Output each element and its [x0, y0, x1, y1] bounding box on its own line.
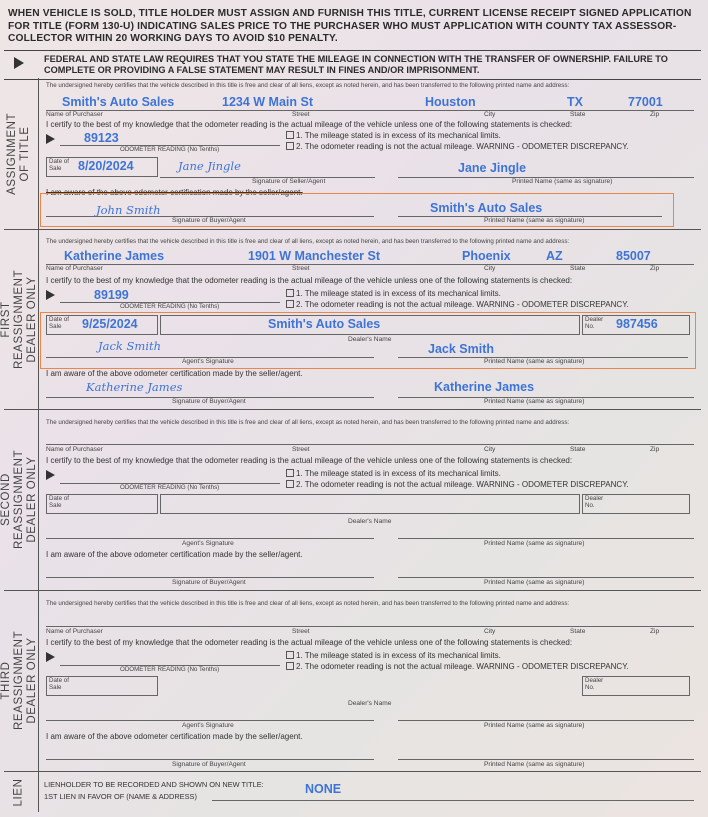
label-street: Street [292, 628, 310, 635]
purchaser-zip: 77001 [628, 95, 663, 109]
statement-1: 1. The mileage stated is in excess of its mechanical limits. [286, 469, 501, 478]
checkbox[interactable] [286, 651, 294, 659]
seller-signature: Jane Jingle [178, 159, 241, 173]
label-signature-buyer: Signature of Buyer/Agent [172, 579, 246, 586]
buyer-signature: John Smith [96, 203, 161, 217]
undersigned-statement: The undersigned hereby certifies that the vehicle described in this title is free and clear of all liens, except as noted herein, and has been transferred to the following printed name and address: [46, 82, 570, 89]
lien-label-first: 1ST LIEN IN FAVOR OF (NAME & ADDRESS) [44, 792, 197, 801]
certify-statement: I certify to the best of my knowledge that the odometer reading is the actual mileage of the vehicle unless one of the following statements is checked: [46, 120, 573, 129]
label-name-of-purchaser: Name of Purchaser [46, 628, 103, 635]
odometer-reading: 89199 [94, 288, 129, 302]
section-label-first: FIRST REASSIGNMENT DEALER ONLY [0, 269, 38, 369]
label-dealers-name: Dealer's Name [348, 700, 392, 707]
label-signature-buyer: Signature of Buyer/Agent [172, 398, 246, 405]
label-name-of-purchaser: Name of Purchaser [46, 446, 103, 453]
label-dealers-name: Dealer's Name [348, 336, 392, 343]
label-state: State [570, 446, 586, 453]
section-divider [4, 771, 701, 772]
label-odometer: ODOMETER READING (No Tenths) [120, 146, 220, 153]
arrow-right-icon [14, 57, 24, 69]
statement-2: 2. The odometer reading is not the actual mileage. WARNING - ODOMETER DISCREPANCY. [286, 142, 629, 151]
date-of-sale: 8/20/2024 [78, 159, 134, 173]
statement-2: 2. The odometer reading is not the actual mileage. WARNING - ODOMETER DISCREPANCY. [286, 300, 629, 309]
aware-statement: I am aware of the above odometer certification made by the seller/agent. [46, 369, 303, 378]
label-signature-buyer: Signature of Buyer/Agent [172, 217, 246, 224]
section-label-third: THIRD REASSIGNMENT DEALER ONLY [0, 630, 38, 730]
certify-statement: I certify to the best of my knowledge that the odometer reading is the actual mileage of the vehicle unless one of the following statements is checked: [46, 456, 573, 465]
buyer-printed-name: Katherine James [434, 380, 535, 394]
label-dealer-no: Dealer No. [585, 677, 604, 691]
date-of-sale: 9/25/2024 [82, 317, 138, 331]
purchaser-state: TX [567, 95, 583, 109]
aware-statement: I am aware of the above odometer certification made by the seller/agent. [46, 188, 303, 197]
label-name-of-purchaser: Name of Purchaser [46, 265, 103, 272]
label-state: State [570, 628, 586, 635]
label-zip: Zip [650, 265, 660, 272]
label-odometer: ODOMETER READING (No Tenths) [120, 303, 220, 310]
label-state: State [570, 265, 586, 272]
label-signature-seller: Signature of Seller/Agent [252, 178, 326, 185]
undersigned-statement: The undersigned hereby certifies that the vehicle described in this title is free and clear of all liens, except as noted herein, and has been transferred to the following printed name and address: [46, 238, 570, 245]
label-dealer-no: Dealer No. [585, 316, 604, 330]
federal-notice: FEDERAL AND STATE LAW REQUIRES THAT YOU STATE THE MILEAGE IN CONNECTION WITH THE TRANSFER OF OWNERSHIP. FAILURE TO COMPLETE OR PROVIDING A FALSE STATEMENT MAY RESULT IN FINES AND/OR IMPRISONMENT. [44, 54, 668, 75]
label-city: City [484, 265, 496, 272]
label-printed-name: Printed Name (same as signature) [484, 217, 585, 224]
arrow-right-icon [46, 652, 55, 662]
undersigned-statement: The undersigned hereby certifies that the vehicle described in this title is free and clear of all liens, except as noted herein, and has been transferred to the following printed name and address: [46, 419, 570, 426]
label-zip: Zip [650, 446, 660, 453]
label-city: City [484, 446, 496, 453]
seller-printed-name: Jane Jingle [458, 161, 527, 175]
agent-printed-name: Jack Smith [428, 342, 495, 356]
checkbox[interactable] [286, 662, 294, 670]
header-warning: WHEN VEHICLE IS SOLD, TITLE HOLDER MUST ASSIGN AND FURNISH THIS TITLE, CURRENT LICENSE RECEIPT SIGNED APPLICATION FOR TITLE (FORM 130-U) INDICATING SALES PRICE TO THE PURCHASER WHO MUST APPLICATION WITH COUNTY TAX ASSESSOR-COLLECTOR WITHIN 20 WORKING DAYS TO AVOID $10 PENALTY. [8, 8, 692, 45]
checkbox[interactable] [286, 289, 294, 297]
purchaser-state: AZ [546, 249, 563, 263]
aware-statement: I am aware of the above odometer certification made by the seller/agent. [46, 732, 303, 741]
statement-1: 1. The mileage stated is in excess of its mechanical limits. [286, 131, 501, 140]
label-name-of-purchaser: Name of Purchaser [46, 111, 103, 118]
section-divider [4, 229, 701, 230]
purchaser-city: Houston [425, 95, 476, 109]
checkbox[interactable] [286, 480, 294, 488]
arrow-right-icon [46, 470, 55, 480]
purchaser-name: Smith's Auto Sales [62, 95, 175, 109]
label-printed-name: Printed Name (same as signature) [484, 579, 585, 586]
checkbox[interactable] [286, 469, 294, 477]
arrow-right-icon [46, 134, 55, 144]
label-agents-signature: Agent's Signature [182, 358, 234, 365]
odometer-reading: 89123 [84, 131, 119, 145]
certify-statement: I certify to the best of my knowledge that the odometer reading is the actual mileage of the vehicle unless one of the following statements is checked: [46, 638, 573, 647]
label-dealers-name: Dealer's Name [348, 518, 392, 525]
lien-value: NONE [305, 782, 342, 796]
statement-2: 2. The odometer reading is not the actual mileage. WARNING - ODOMETER DISCREPANCY. [286, 480, 629, 489]
section-divider [4, 590, 701, 591]
label-agents-signature: Agent's Signature [182, 722, 234, 729]
label-date-of-sale: Date of Sale [49, 495, 69, 509]
label-printed-name: Printed Name (same as signature) [484, 358, 585, 365]
arrow-right-icon [46, 290, 55, 300]
dealer-name: Smith's Auto Sales [268, 317, 381, 331]
label-street: Street [292, 111, 310, 118]
buyer-printed-name: Smith's Auto Sales [430, 201, 543, 215]
statement-1: 1. The mileage stated is in excess of its mechanical limits. [286, 289, 501, 298]
purchaser-street: 1234 W Main St [222, 95, 313, 109]
label-street: Street [292, 446, 310, 453]
label-printed-name: Printed Name (same as signature) [484, 540, 585, 547]
purchaser-name: Katherine James [64, 249, 165, 263]
label-agents-signature: Agent's Signature [182, 540, 234, 547]
section-label-assignment: ASSIGNMENT OF TITLE [6, 112, 32, 195]
purchaser-street: 1901 W Manchester St [248, 249, 380, 263]
label-zip: Zip [650, 111, 660, 118]
buyer-signature: Katherine James [86, 380, 183, 394]
label-printed-name: Printed Name (same as signature) [484, 398, 585, 405]
statement-1: 1. The mileage stated is in excess of its mechanical limits. [286, 651, 501, 660]
section-label-lien: LIEN [12, 778, 25, 806]
label-date-of-sale: Date of Sale [49, 158, 69, 172]
label-printed-name: Printed Name (same as signature) [512, 178, 613, 185]
checkbox[interactable] [286, 131, 294, 139]
dealer-no: 987456 [616, 317, 658, 331]
purchaser-zip: 85007 [616, 249, 651, 263]
label-odometer: ODOMETER READING (No Tenths) [120, 484, 220, 491]
label-date-of-sale: Date of Sale [49, 316, 69, 330]
checkbox[interactable] [286, 142, 294, 150]
lien-label: LIENHOLDER TO BE RECORDED AND SHOWN ON NEW TITLE: [44, 780, 264, 789]
checkbox[interactable] [286, 300, 294, 308]
label-city: City [484, 628, 496, 635]
aware-statement: I am aware of the above odometer certification made by the seller/agent. [46, 550, 303, 559]
label-printed-name: Printed Name (same as signature) [484, 761, 585, 768]
label-street: Street [292, 265, 310, 272]
label-city: City [484, 111, 496, 118]
label-date-of-sale: Date of Sale [49, 677, 69, 691]
label-signature-buyer: Signature of Buyer/Agent [172, 761, 246, 768]
statement-2: 2. The odometer reading is not the actual mileage. WARNING - ODOMETER DISCREPANCY. [286, 662, 629, 671]
certify-statement: I certify to the best of my knowledge that the odometer reading is the actual mileage of the vehicle unless one of the following statements is checked: [46, 276, 573, 285]
section-divider [4, 409, 701, 410]
agent-signature: Jack Smith [98, 339, 162, 353]
purchaser-city: Phoenix [462, 249, 511, 263]
label-state: State [570, 111, 586, 118]
section-label-second: SECOND REASSIGNMENT DEALER ONLY [0, 449, 38, 549]
label-zip: Zip [650, 628, 660, 635]
undersigned-statement: The undersigned hereby certifies that the vehicle described in this title is free and clear of all liens, except as noted herein, and has been transferred to the following printed name and address: [46, 600, 570, 607]
label-printed-name: Printed Name (same as signature) [484, 722, 585, 729]
label-odometer: ODOMETER READING (No Tenths) [120, 666, 220, 673]
label-dealer-no: Dealer No. [585, 495, 604, 509]
dealer-name-box [160, 494, 580, 514]
